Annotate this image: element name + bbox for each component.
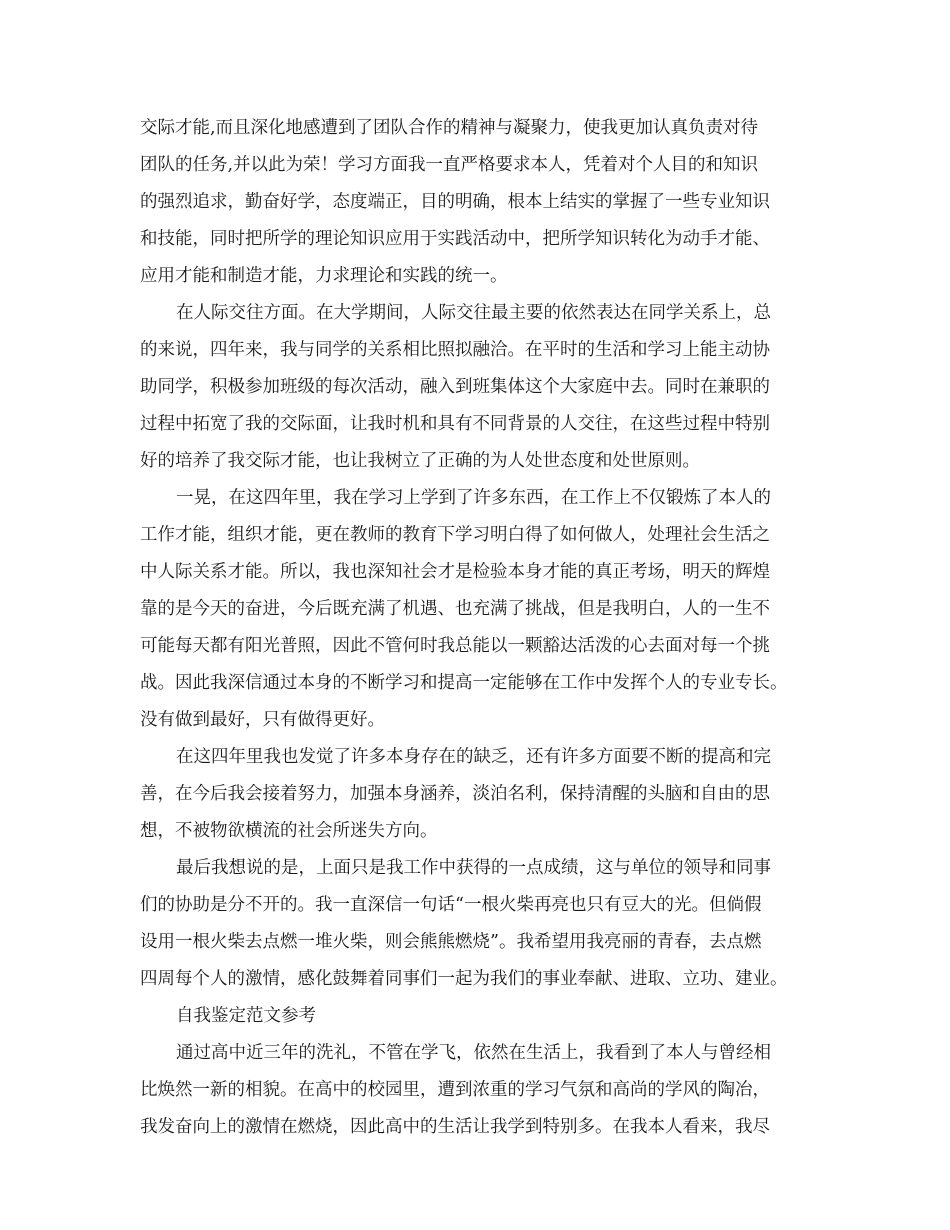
- section-title: [140, 998, 830, 1035]
- text-line: 比焕然一新的相貌。在高中的校园里，遭到浓重的学习气氛和高尚的学风的陶冶，: [140, 1080, 770, 1100]
- text-line: 最后我想说的是，上面只是我工作中获得的一点成绩，这与单位的领导和同事: [176, 858, 771, 878]
- text-line: 们的协助是分不开的。我一直深信一句话“一根火柴再亮也只有豆大的光。但倘假: [140, 895, 762, 915]
- text-line: 工作才能，组织才能，更在教师的教育下学习明白得了如何做人，处理社会生活之: [140, 525, 770, 545]
- paragraph: [140, 1035, 830, 1146]
- text-line: 想，不被物欲横流的社会所迷失方向。: [140, 821, 438, 841]
- text-line: 中人际关系才能。所以，我也深知社会才是检验本身才能的真正考场，明天的辉煌: [140, 562, 770, 582]
- text-line: 的强烈追求，勤奋好学，态度端正，目的明确，根本上结实的掌握了一些专业知识: [140, 192, 770, 212]
- text-line: 靠的是今天的奋进，今后既充满了机遇、也充满了挑战，但是我明白，人的一生不: [140, 599, 770, 619]
- text-line: 可能每天都有阳光普照，因此不管何时我总能以一颗豁达活泼的心去面对每一个挑: [140, 636, 770, 656]
- text-line: 设用一根火柴去点燃一堆火柴，则会熊熊燃烧”。我希望用我亮丽的青春，去点燃: [140, 932, 762, 952]
- paragraph: [140, 110, 830, 295]
- text-line: 在这四年里我也发觉了许多本身存在的缺乏，还有许多方面要不断的提高和完: [176, 747, 771, 767]
- paragraph: [140, 295, 830, 480]
- text-line: 应用才能和制造才能，力求理论和实践的统一。: [140, 266, 508, 286]
- text-line: 团队的任务,并以此为荣！学习方面我一直严格要求本人，凭着对个人目的和知识: [140, 155, 759, 175]
- document-page: [140, 110, 830, 1146]
- text-line: 过程中拓宽了我的交际面，让我时机和具有不同背景的人交往，在这些过程中特别: [140, 414, 770, 434]
- text-line: 的来说，四年来，我与同学的关系相比照拟融洽。在平时的生活和学习上能主动协: [140, 340, 770, 360]
- paragraph: [140, 739, 830, 850]
- text-line: 和技能，同时把所学的理论知识应用于实践活动中，把所学知识转化为动手才能、: [140, 229, 770, 249]
- text-line: 战。因此我深信通过本身的不断学习和提高一定能够在工作中发挥个人的专业专长。: [140, 673, 788, 693]
- text-line: 一晃，在这四年里，我在学习上学到了许多东西，在工作上不仅锻炼了本人的: [176, 488, 771, 508]
- text-line: 好的培养了我交际才能，也让我树立了正确的为人处世态度和处世原则。: [140, 451, 700, 471]
- text-line: 四周每个人的激情，感化鼓舞着同事们一起为我们的事业奉献、进取、立功、建业。: [140, 969, 788, 989]
- text-line: 善，在今后我会接着努力，加强本身涵养，淡泊名利，保持清醒的头脑和自由的思: [140, 784, 770, 804]
- text-line: 交际才能,而且深化地感遭到了团队合作的精神与凝聚力，使我更加认真负责对待: [140, 118, 759, 138]
- text-line: 自我鉴定范文参考: [176, 1006, 316, 1026]
- text-line: 在人际交往方面。在大学期间，人际交往最主要的依然表达在同学关系上，总: [176, 303, 771, 323]
- text-line: 通过高中近三年的洗礼，不管在学飞，依然在生活上，我看到了本人与曾经相: [176, 1043, 771, 1063]
- text-line: 没有做到最好，只有做得更好。: [140, 710, 385, 730]
- paragraph: [140, 480, 830, 739]
- text-line: 我发奋向上的激情在燃烧，因此高中的生活让我学到特别多。在我本人看来，我尽: [140, 1117, 770, 1137]
- paragraph: [140, 850, 830, 998]
- text-line: 助同学，积极参加班级的每次活动，融入到班集体这个大家庭中去。同时在兼职的: [140, 377, 770, 397]
